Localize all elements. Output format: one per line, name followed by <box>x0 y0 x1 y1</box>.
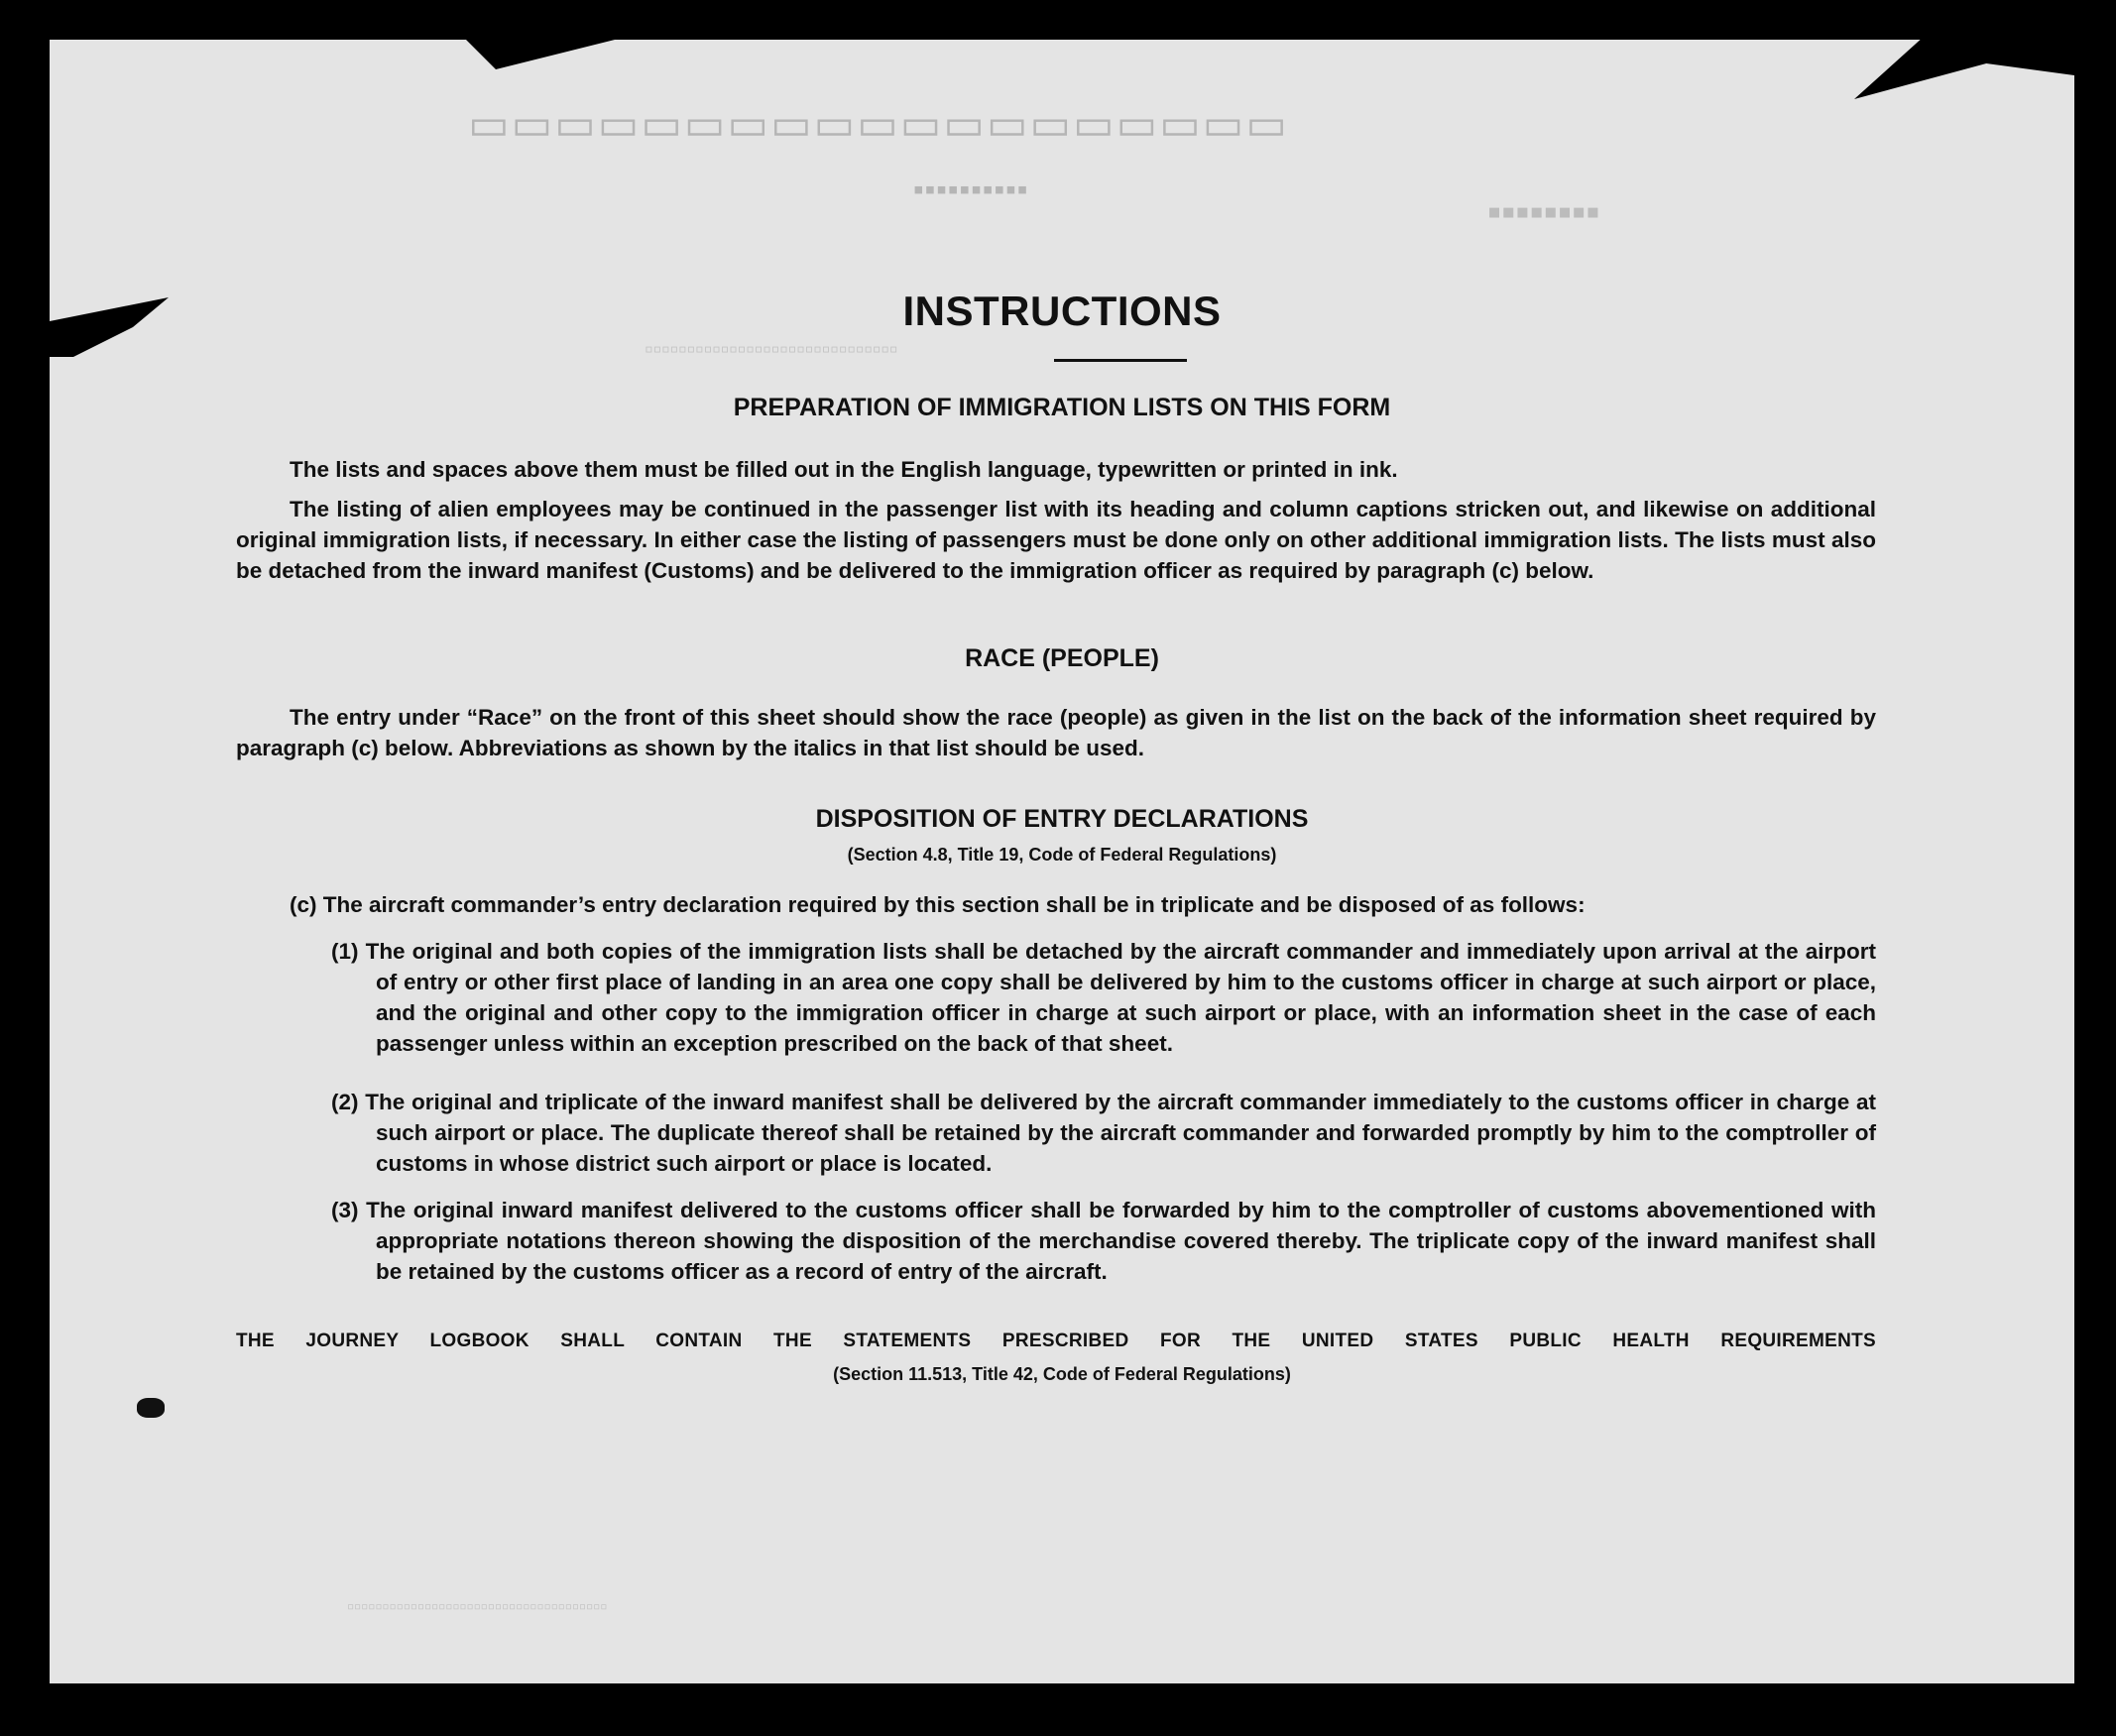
subheading-disposition: (Section 4.8, Title 19, Code of Federal Regulations) <box>847 845 1277 865</box>
bleed-through-text: ▫▫▫▫▫▫▫▫▫▫▫▫▫▫▫▫▫▫▫▫▫▫▫▫▫▫▫▫▫▫ <box>645 337 898 363</box>
disposition-item-3: (3) The original inward manifest delivered to the customs officer shall be forwarded by him to the comptroller of customs abovementioned with appropriate notations thereon showing the disposition of the merchandise covered thereby. The triplicate copy of the inward manifest shall be retained by the customs officer as a record of entry of the aircraft. <box>331 1198 1876 1284</box>
bleed-through-text: ▪▪▪▪▪▪▪▪ <box>1487 189 1600 234</box>
bleed-through-text: ▭▭▭▭▭▭▭▭▭▭▭▭▭▭▭▭▭▭▭ <box>466 100 1287 149</box>
heading-preparation: PREPARATION OF IMMIGRATION LISTS ON THIS FORM <box>733 394 1391 421</box>
heading-race: RACE (PEOPLE) <box>965 644 1159 672</box>
paragraph-preparation-1: The lists and spaces above them must be filled out in the English language, typewritten or printed in ink. <box>290 457 1398 482</box>
paragraph-preparation-2: The listing of alien employees may be continued in the passenger list with its heading and column captions stricken out, and likewise on additional original immigration lists, if necessary. In either case the listing of passengers must be done only on other additional immigration lists. The lists must also be detached from the inward manifest (Customs) and be delivered to the immigration officer as required by paragraph (c) below. <box>236 497 1876 583</box>
bleed-through-text: ▪▪▪▪▪▪▪▪▪▪ <box>912 174 1028 206</box>
page-title: INSTRUCTIONS <box>902 288 1222 334</box>
paragraph-race: The entry under “Race” on the front of this sheet should show the race (people) as given in the list on the back of the information sheet required by paragraph (c) below. Abbreviations as shown by the italics in that list should be used. <box>236 705 1876 760</box>
document-page <box>50 40 2074 1683</box>
footer-citation: (Section 11.513, Title 42, Code of Federal Regulations) <box>833 1364 1291 1384</box>
title-underline <box>1054 359 1187 362</box>
bleed-through-text: ▫▫▫▫▫▫▫▫▫▫▫▫▫▫▫▫▫▫▫▫▫▫▫▫▫▫▫▫▫▫▫▫▫▫▫▫▫ <box>347 1596 608 1618</box>
paragraph-disposition-intro: (c) The aircraft commander’s entry declaration required by this section shall be in triplicate and be disposed of as follows: <box>290 892 1586 917</box>
disposition-item-2: (2) The original and triplicate of the inward manifest shall be delivered by the aircraft commander immediately to the customs officer in charge at such airport or place. The duplicate thereof shall be retained by the aircraft commander and forwarded promptly by him to the comptroller of customs in whose district such airport or place is located. <box>331 1090 1876 1176</box>
footer-statement: THE JOURNEY LOGBOOK SHALL CONTAIN THE STATEMENTS PRESCRIBED FOR THE UNITED STATES PUBLIC HEALTH REQUIREMENTS <box>236 1331 1876 1351</box>
disposition-item-1: (1) The original and both copies of the immigration lists shall be detached by the aircraft commander and immediately upon arrival at the airport of entry or other first place of landing in an area one copy shall be delivered by him to the customs officer in charge at such airport or place, and the original and other copy to the immigration officer in charge at such airport or place, with an information sheet in the case of each passenger unless within an exception prescribed on the back of that sheet. <box>331 939 1876 1056</box>
heading-disposition: DISPOSITION OF ENTRY DECLARATIONS <box>815 805 1309 833</box>
